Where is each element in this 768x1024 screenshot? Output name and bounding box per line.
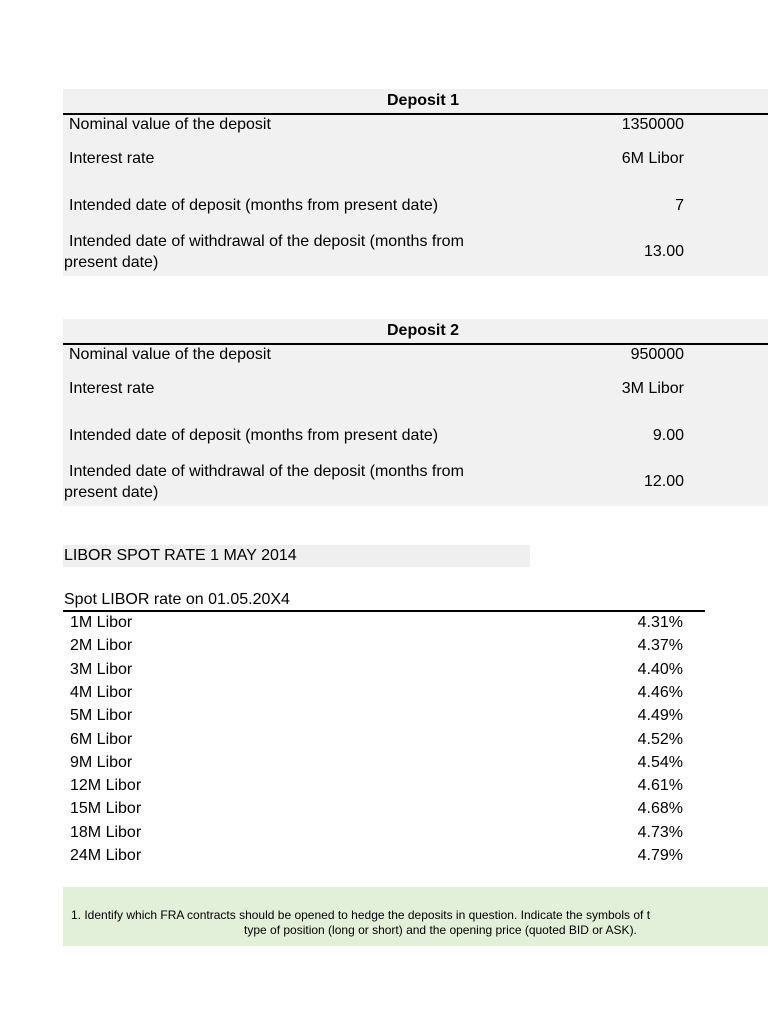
rate-label: 12M Libor bbox=[70, 777, 142, 794]
deposit-1-nominal-value: 1350000 bbox=[621, 116, 684, 133]
rate-label: 15M Libor bbox=[70, 800, 142, 817]
deposit-1-rate-value: 6M Libor bbox=[621, 150, 684, 167]
deposit-1-end-label-line1: Intended date of withdrawal of the deposit (months from bbox=[69, 233, 464, 250]
rate-value: 4.68% bbox=[637, 800, 683, 817]
rate-value: 4.73% bbox=[637, 824, 683, 841]
rate-label: 2M Libor bbox=[70, 637, 133, 654]
deposit-2-start-value: 9.00 bbox=[652, 427, 684, 444]
rate-row-4m bbox=[63, 681, 683, 704]
rate-value: 4.52% bbox=[637, 731, 683, 748]
rate-row-9m bbox=[63, 751, 683, 774]
deposit-1-title: Deposit 1 bbox=[63, 89, 768, 115]
deposit-1-start-value: 7 bbox=[675, 197, 684, 214]
rate-value: 4.49% bbox=[637, 707, 683, 724]
rate-value: 4.31% bbox=[637, 614, 683, 631]
rate-row-6m bbox=[63, 728, 683, 751]
deposit-1-rate-label: Interest rate bbox=[69, 150, 155, 167]
rate-row-1m bbox=[63, 611, 683, 634]
deposit-2-nominal-value: 950000 bbox=[630, 346, 684, 363]
rate-row-5m bbox=[63, 704, 683, 727]
rate-label: 4M Libor bbox=[70, 684, 133, 701]
rate-row-15m bbox=[63, 797, 683, 820]
deposit-2-rate-label: Interest rate bbox=[69, 380, 155, 397]
rate-value: 4.46% bbox=[637, 684, 683, 701]
deposit-1-end-label-line2: present date) bbox=[64, 254, 159, 271]
rate-row-18m bbox=[63, 821, 683, 844]
task-note-line-2: type of position (long or short) and the opening price (quoted BID or ASK). bbox=[244, 923, 637, 937]
rate-value: 4.79% bbox=[637, 847, 683, 864]
rate-label: 18M Libor bbox=[70, 824, 142, 841]
deposit-1-end-value: 13.00 bbox=[643, 243, 684, 260]
rate-label: 9M Libor bbox=[70, 754, 133, 771]
deposit-2-end-label-line1: Intended date of withdrawal of the deposit (months from bbox=[69, 463, 464, 480]
rate-label: 1M Libor bbox=[70, 614, 133, 631]
rate-label: 6M Libor bbox=[70, 731, 133, 748]
deposit-1-nominal-label: Nominal value of the deposit bbox=[69, 116, 271, 133]
rate-row-3m bbox=[63, 658, 683, 681]
rate-value: 4.61% bbox=[637, 777, 683, 794]
rate-label: 5M Libor bbox=[70, 707, 133, 724]
task-note-box bbox=[63, 887, 768, 946]
deposit-1-start-label: Intended date of deposit (months from present date) bbox=[69, 197, 439, 214]
deposit-2-end-label-line2: present date) bbox=[64, 484, 159, 501]
deposit-2-title: Deposit 2 bbox=[63, 319, 768, 345]
task-note-line-1: 1. Identify which FRA contracts should be opened to hedge the deposits in question. Indicate the symbols of t bbox=[71, 908, 651, 922]
rate-value: 4.54% bbox=[637, 754, 683, 771]
deposit-2-end-value: 12.00 bbox=[643, 473, 684, 490]
deposit-2-table bbox=[63, 319, 768, 506]
deposit-2-rate-value: 3M Libor bbox=[621, 380, 684, 397]
rate-row-12m bbox=[63, 774, 683, 797]
deposit-2-nominal-label: Nominal value of the deposit bbox=[69, 346, 271, 363]
rate-row-2m bbox=[63, 634, 683, 657]
rate-label: 3M Libor bbox=[70, 661, 133, 678]
rate-row-24m bbox=[63, 844, 683, 867]
rate-label: 24M Libor bbox=[70, 847, 142, 864]
rate-value: 4.40% bbox=[637, 661, 683, 678]
deposit-1-table bbox=[63, 89, 768, 276]
spot-table-header: Spot LIBOR rate on 01.05.20X4 bbox=[64, 591, 290, 608]
spot-section-title: LIBOR SPOT RATE 1 MAY 2014 bbox=[64, 547, 297, 564]
rate-value: 4.37% bbox=[637, 637, 683, 654]
deposit-2-start-label: Intended date of deposit (months from present date) bbox=[69, 427, 439, 444]
